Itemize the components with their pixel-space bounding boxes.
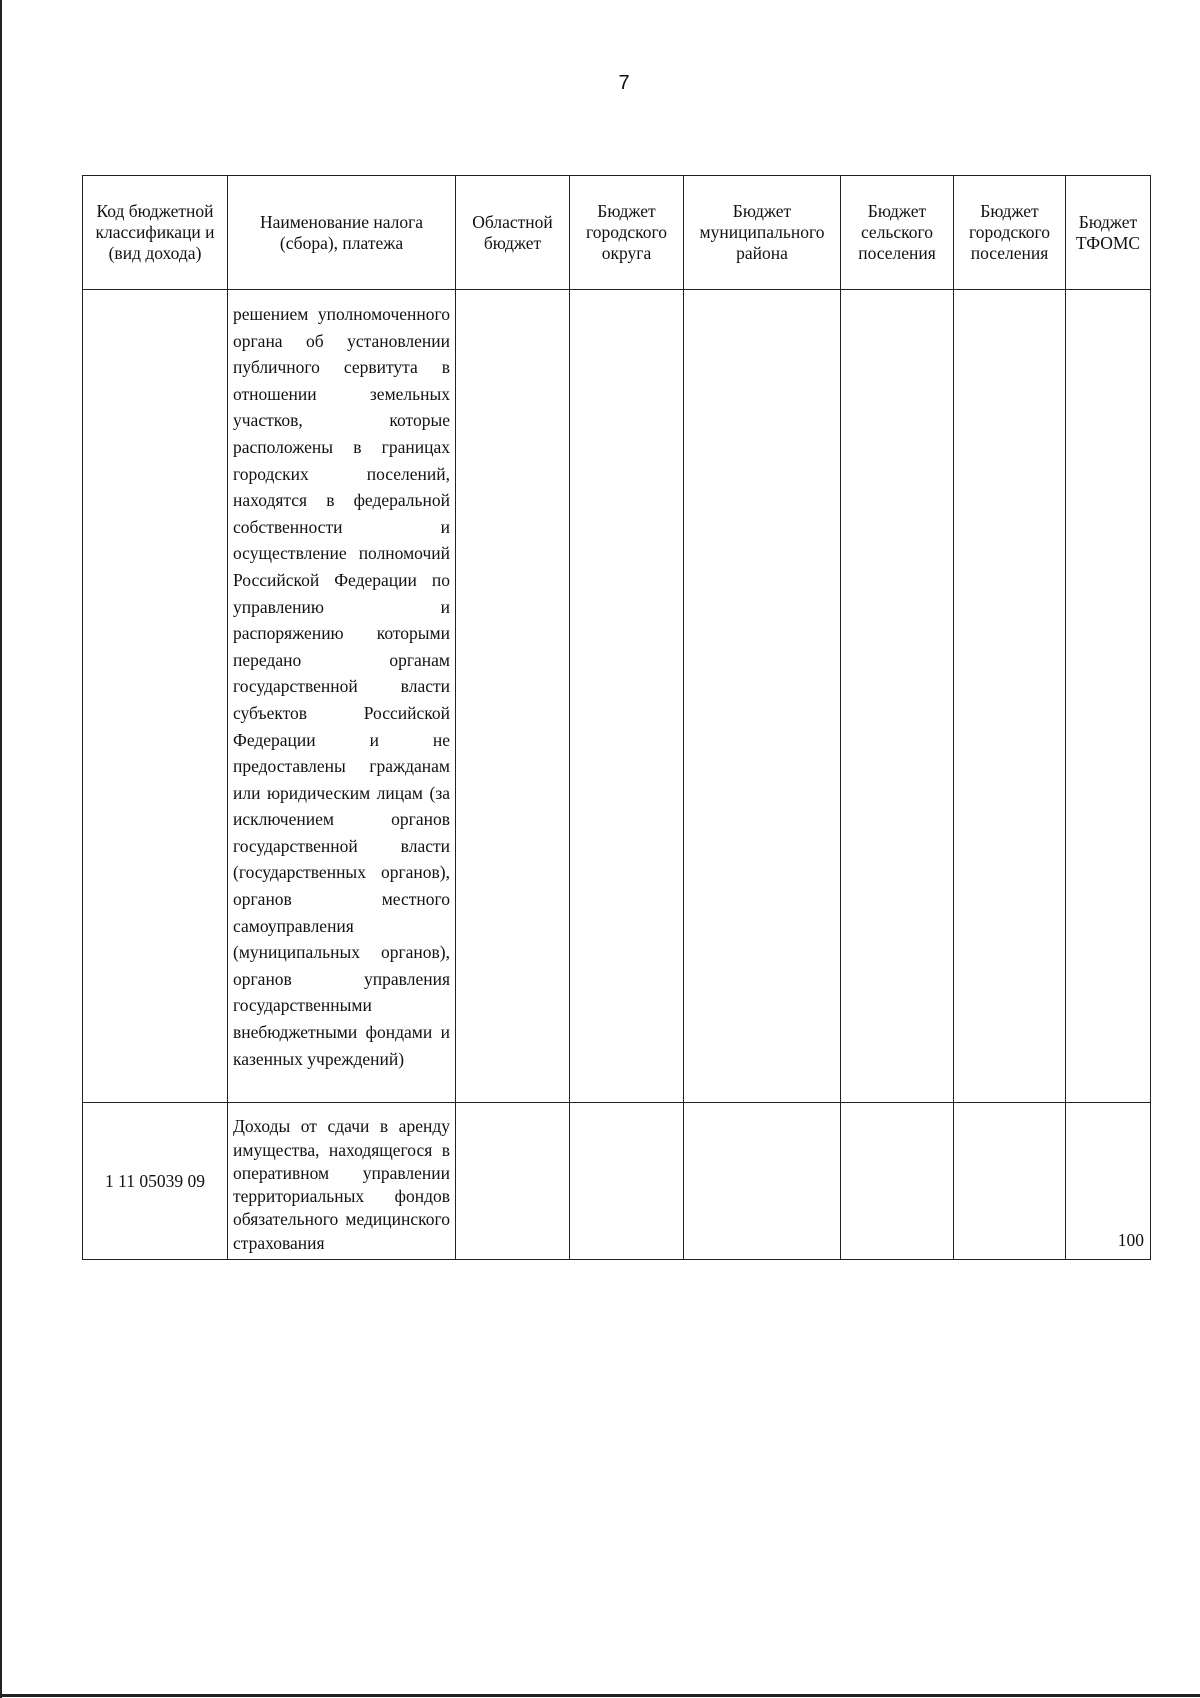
header-rural-settlement-budget: Бюджет сельского поселения bbox=[841, 176, 954, 290]
row-name: Доходы от сдачи в аренду имущества, находящегося в оперативном управлении территориальных фондов обязательного медицинского страхования bbox=[228, 1103, 456, 1260]
scan-edge-bottom bbox=[0, 1694, 1200, 1697]
scan-edge-left bbox=[0, 0, 2, 1698]
row-urban-cell bbox=[954, 1103, 1066, 1260]
header-municipal-rayon-budget: Бюджет муниципального района bbox=[684, 176, 841, 290]
header-urban-settlement-budget: Бюджет городского поселения bbox=[954, 176, 1066, 290]
header-city-okrug-budget: Бюджет городского округа bbox=[570, 176, 684, 290]
row-urban-cell bbox=[954, 290, 1066, 1103]
revenue-distribution-table bbox=[82, 175, 1151, 1260]
header-oblast-budget: Областной бюджет bbox=[456, 176, 570, 290]
row-code bbox=[83, 290, 228, 1103]
row-oblast-cell bbox=[456, 290, 570, 1103]
row-city-okrug-cell bbox=[570, 1103, 684, 1260]
header-budget-code: Код бюджетной классификаци и (вид дохода) bbox=[83, 176, 228, 290]
row-rural-cell bbox=[841, 290, 954, 1103]
row-rural-cell bbox=[841, 1103, 954, 1260]
table-header-row bbox=[83, 176, 1151, 290]
table-row bbox=[83, 290, 1151, 1103]
row-code: 1 11 05039 09 bbox=[83, 1103, 228, 1260]
row-municipal-rayon-cell bbox=[684, 290, 841, 1103]
header-tax-name: Наименование налога (сбора), платежа bbox=[228, 176, 456, 290]
row-tfoms-cell: 100 bbox=[1066, 1103, 1151, 1260]
row-tfoms-cell bbox=[1066, 290, 1151, 1103]
row-city-okrug-cell bbox=[570, 290, 684, 1103]
row-name: решением уполномоченного органа об установлении публичного сервитута в отношении земельных участков, которые расположены в границах городских поселений, находятся в федеральной собственности и осуществление полномочий Российской Федерации по управлению и распоряжению которыми передано органам государственной власти субъектов Российской Федерации и не предоставлены гражданам или юридическим лицам (за исключением органов государственной власти (государственных органов), органов местного самоуправления (муниципальных органов), органов управления государственными внебюджетными фондами и казенных учреждений) bbox=[228, 290, 456, 1103]
row-oblast-cell bbox=[456, 1103, 570, 1260]
page-number: 7 bbox=[618, 72, 630, 94]
table-row bbox=[83, 1103, 1151, 1260]
row-municipal-rayon-cell bbox=[684, 1103, 841, 1260]
header-tfoms-budget: Бюджет ТФОМС bbox=[1066, 176, 1151, 290]
